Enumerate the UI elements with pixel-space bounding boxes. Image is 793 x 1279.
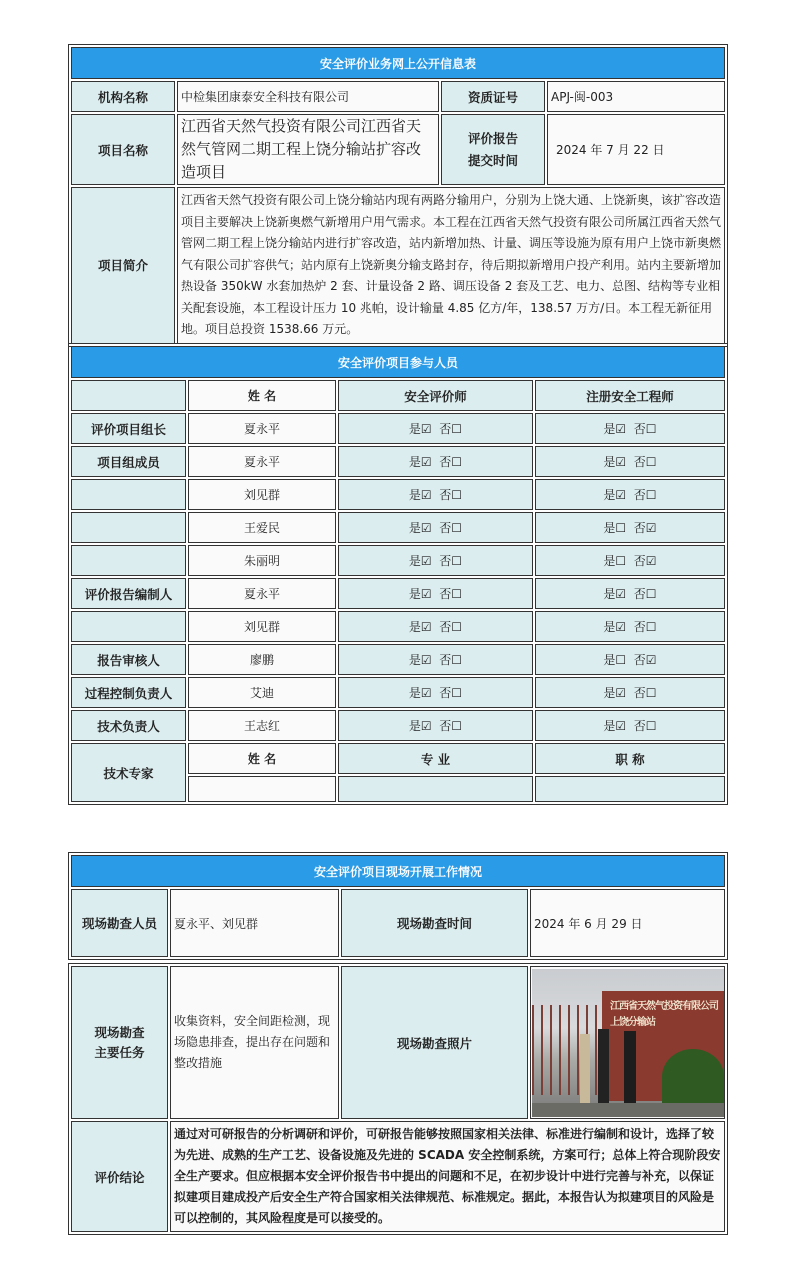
staff-name: 王爱民	[188, 512, 336, 543]
col-evaluator: 安全评价师	[338, 380, 533, 411]
staff-evaluator: 是☑ 否☐	[338, 644, 533, 675]
conclusion-label: 评价结论	[71, 1121, 168, 1232]
staff-name: 朱丽明	[188, 545, 336, 576]
staff-evaluator: 是☑ 否☐	[338, 479, 533, 510]
staff-name: 夏永平	[188, 413, 336, 444]
site-title: 安全评价项目现场开展工作情况	[71, 855, 725, 887]
staff-role: 过程控制负责人	[71, 677, 186, 708]
staff-evaluator: 是☑ 否☐	[338, 677, 533, 708]
staff-row	[71, 710, 725, 741]
staff-engineer: 是☑ 否☐	[535, 446, 725, 477]
staff-row	[71, 512, 725, 543]
staff-row	[71, 545, 725, 576]
people-label: 现场勘查人员	[71, 889, 168, 957]
person	[580, 1034, 590, 1104]
conclusion-value: 通过对可研报告的分析调研和评价，可研报告能够按照国家相关法律、标准进行编制和设计，选择了较为先进、成熟的生产工艺、设备设施及先进的 SCADA 安全控制系统，方案可行；总体上符合现阶段安全生产要求。但应根据本安全评价报告书中提出的问题和不足，在初步设计中进行完善与补充，以保证拟建项目建成投产后安全生产符合国家相关法律规范、标准规定。据此，本报告认为拟建项目的风险是可以控制的，其风险程度是可以接受的。	[170, 1121, 725, 1232]
staff-evaluator: 是☑ 否☐	[338, 611, 533, 642]
summary-value: 江西省天然气投资有限公司上饶分输站内现有两路分输用户，分别为上饶大通、上饶新奥，该扩容改造项目主要解决上饶新奥燃气新增用户用气需求。本工程在江西省天然气投资有限公司所属江西省天然气管网二期工程上饶分输站内进行扩容改造，站内新增加热、计量、调压等设施为原有用户上饶市新奥燃气有限公司扩容供气；站内原有上饶新奥分输支路封存，待后期拟新增用户投产利用。站内主要新增加热设备 350kW 水套加热炉 2 套、计量设备 2 路、调压设备 2 套及工艺、电力、总图、结构等专业相关配套设施，本工程设计压力 10 兆帕，设计输量 4.85 亿方/年，138.57 万方/日。本工程无新征用地。项目总投资 1538.66 万元。	[177, 187, 725, 344]
staff-name: 刘见群	[188, 611, 336, 642]
staff-evaluator: 是☑ 否☐	[338, 512, 533, 543]
staff-engineer: 是☑ 否☐	[535, 413, 725, 444]
site-photo	[532, 969, 724, 1117]
staff-evaluator: 是☑ 否☐	[338, 545, 533, 576]
staff-name: 王志红	[188, 710, 336, 741]
submit-value: 2024 年 7 月 22 日	[547, 114, 725, 185]
public-info-table	[68, 44, 728, 347]
staff-role: 评价报告编制人	[71, 578, 186, 609]
staff-role: 报告审核人	[71, 644, 186, 675]
col-name: 姓 名	[188, 380, 336, 411]
expert-name	[188, 776, 336, 802]
plant	[662, 1049, 724, 1104]
person	[598, 1029, 609, 1104]
staff-role: 评价项目组长	[71, 413, 186, 444]
staff-name: 艾迪	[188, 677, 336, 708]
staff-name: 夏永平	[188, 578, 336, 609]
submit-label: 评价报告提交时间	[441, 114, 545, 185]
org-value: 中检集团康泰安全科技有限公司	[177, 81, 439, 112]
staff-engineer: 是☑ 否☐	[535, 479, 725, 510]
site-table	[68, 852, 728, 960]
org-label: 机构名称	[71, 81, 175, 112]
gate	[532, 1005, 604, 1095]
expert-col-name: 姓 名	[188, 743, 336, 774]
task-value: 收集资料，安全间距检测，现场隐患排查，提出存在问题和整改措施	[170, 966, 339, 1119]
staff-name: 刘见群	[188, 479, 336, 510]
photo-label: 现场勘查照片	[341, 966, 528, 1119]
staff-evaluator: 是☑ 否☐	[338, 710, 533, 741]
staff-evaluator: 是☑ 否☐	[338, 413, 533, 444]
project-value: 江西省天然气投资有限公司江西省天然气管网二期工程上饶分输站扩容改造项目	[177, 114, 439, 185]
cert-label: 资质证号	[441, 81, 545, 112]
time-label: 现场勘查时间	[341, 889, 528, 957]
staff-engineer: 是☑ 否☐	[535, 677, 725, 708]
time-value: 2024 年 6 月 29 日	[530, 889, 725, 957]
summary-label: 项目简介	[71, 187, 175, 344]
expert-label: 技术专家	[71, 743, 186, 802]
staff-role: 项目组成员	[71, 446, 186, 477]
col-engineer: 注册安全工程师	[535, 380, 725, 411]
task-label: 现场勘查主要任务	[71, 966, 168, 1119]
project-label: 项目名称	[71, 114, 175, 185]
blank-cell	[71, 380, 186, 411]
staff-row	[71, 446, 725, 477]
staff-row	[71, 479, 725, 510]
staff-row	[71, 677, 725, 708]
person	[624, 1031, 636, 1103]
staff-engineer: 是☑ 否☐	[535, 710, 725, 741]
info-title: 安全评价业务网上公开信息表	[71, 47, 725, 79]
staff-row	[71, 644, 725, 675]
staff-role	[71, 611, 186, 642]
ground	[532, 1103, 724, 1117]
staff-engineer: 是☑ 否☐	[535, 578, 725, 609]
staff-engineer: 是☐ 否☑	[535, 644, 725, 675]
staff-engineer: 是☐ 否☑	[535, 512, 725, 543]
staff-role	[71, 479, 186, 510]
staff-row	[71, 578, 725, 609]
staff-engineer: 是☐ 否☑	[535, 545, 725, 576]
expert-col-major: 专 业	[338, 743, 533, 774]
photo-sign: 江西省天然气投资有限公司上饶分输站	[610, 1000, 718, 1028]
staff-name: 夏永平	[188, 446, 336, 477]
staff-evaluator: 是☑ 否☐	[338, 446, 533, 477]
staff-role: 技术负责人	[71, 710, 186, 741]
staff-role	[71, 545, 186, 576]
expert-title	[535, 776, 725, 802]
expert-major	[338, 776, 533, 802]
staff-evaluator: 是☑ 否☐	[338, 578, 533, 609]
staff-row	[71, 611, 725, 642]
site-detail-table	[68, 963, 728, 1235]
staff-name: 廖鹏	[188, 644, 336, 675]
staff-engineer: 是☑ 否☐	[535, 611, 725, 642]
staff-table	[68, 343, 728, 805]
cert-value: APJ-闽-003	[547, 81, 725, 112]
people-value: 夏永平、刘见群	[170, 889, 339, 957]
photo-cell	[530, 966, 725, 1119]
staff-title: 安全评价项目参与人员	[71, 346, 725, 378]
staff-role	[71, 512, 186, 543]
expert-col-title: 职 称	[535, 743, 725, 774]
staff-row	[71, 413, 725, 444]
